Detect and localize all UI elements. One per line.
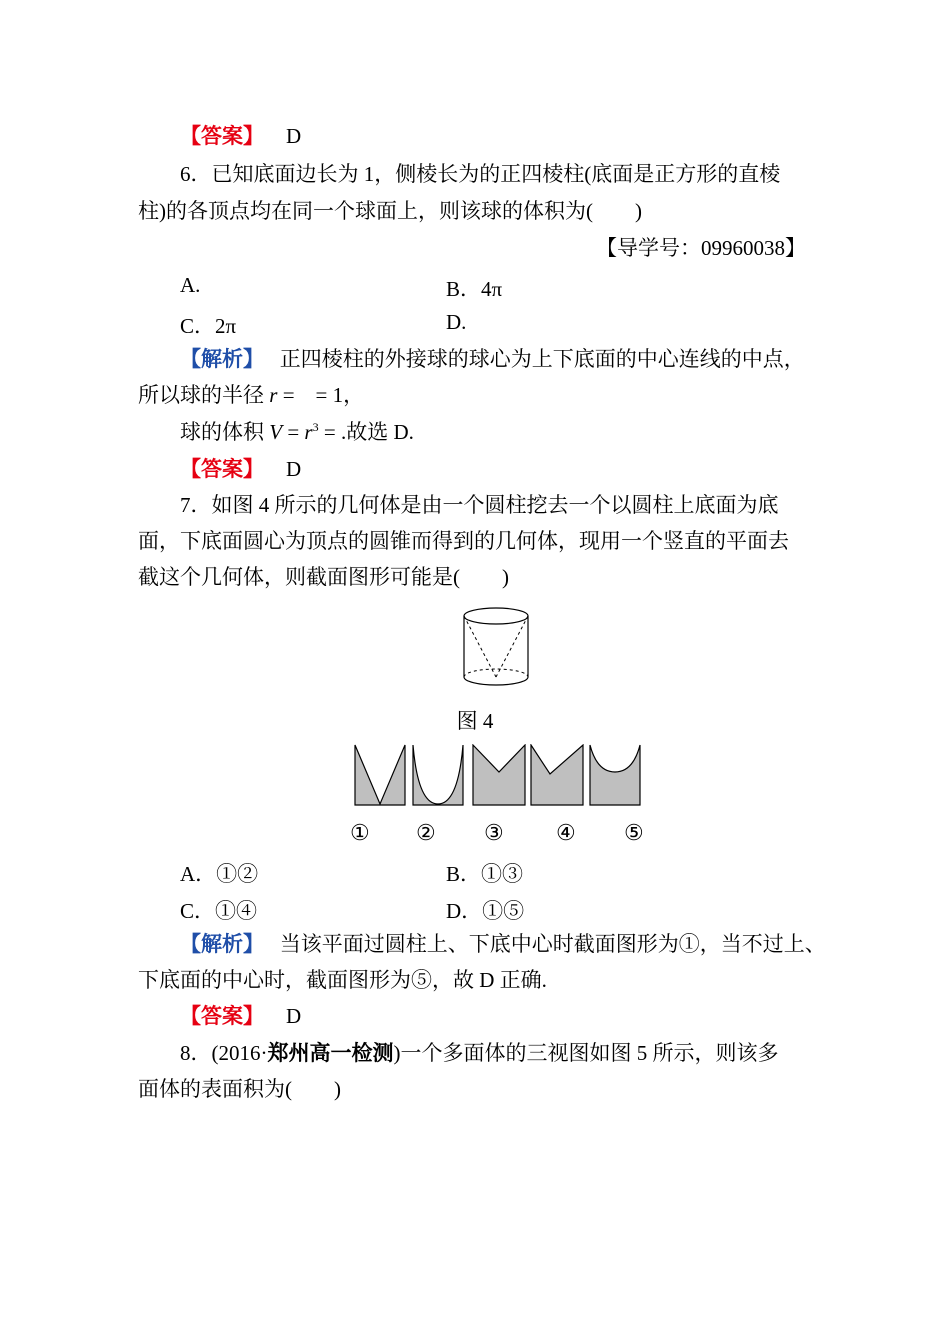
figure-4-caption: 图 4 xyxy=(456,709,494,733)
q7-analysis-line2: 下底面的中心时，截面图形为⑤，故 D 正确. xyxy=(138,968,547,992)
q6-analysis-line1: 【解析】 正四棱柱的外接球的球心为上下底面的中心连线的中点， xyxy=(180,347,805,371)
analysis-label: 【解析】 xyxy=(180,347,264,371)
shape-label-1: ① xyxy=(350,820,370,845)
section-shape-3 xyxy=(472,744,526,806)
answer-value: D xyxy=(286,124,302,148)
section-shape-5 xyxy=(589,744,641,806)
q7-option-b: B．①③ xyxy=(446,862,524,886)
answer-label: 【答案】 xyxy=(180,124,264,148)
q7-stem-line2: 面，下底面圆心为顶点的圆锥而得到的几何体，现用一个竖直的平面去 xyxy=(138,529,789,553)
answer-label: 【答案】 xyxy=(180,1004,264,1028)
analysis-label: 【解析】 xyxy=(180,932,264,956)
answer-value: D xyxy=(286,457,302,481)
shape-label-5: ⑤ xyxy=(624,820,644,845)
q8-stem-line1: 8．(2016·郑州高一检测)一个多面体的三视图如图 5 所示，则该多 xyxy=(180,1041,779,1065)
q6-option-a: A. xyxy=(180,273,201,297)
q6-option-c: C．2π xyxy=(180,314,237,338)
answer-value: D xyxy=(286,1004,302,1028)
q6-analysis-line2: 所以球的半径 r = = 1， xyxy=(138,383,365,407)
q8-stem-line2: 面体的表面积为( ) xyxy=(138,1077,341,1101)
q7-option-d: D．①⑤ xyxy=(446,899,525,923)
section-shape-1 xyxy=(354,744,406,806)
q7-option-c: C．①④ xyxy=(180,899,258,923)
q7-answer-row xyxy=(180,1002,301,1030)
q7-analysis-line1: 【解析】 当该平面过圆柱上、下底中心时截面图形为①，当不过上、 xyxy=(180,932,826,956)
q6-stem-line2: 柱)的各顶点均在同一个球面上，则该球的体积为( ) xyxy=(138,199,642,223)
q6-stem-line1: 6．已知底面边长为 1，侧棱长为的正四棱柱(底面是正方形的直棱 xyxy=(180,162,781,186)
q6-option-d: D. xyxy=(446,310,467,334)
answer-label: 【答案】 xyxy=(180,457,264,481)
q5-answer-row xyxy=(180,122,301,150)
section-shape-2 xyxy=(412,744,464,806)
section-shape-4 xyxy=(530,744,584,806)
shape-label-2: ② xyxy=(416,820,436,845)
q7-stem-line1: 7．如图 4 所示的几何体是由一个圆柱挖去一个以圆柱上底面为底 xyxy=(180,493,779,517)
q7-stem-line3: 截这个几何体，则截面图形可能是( ) xyxy=(138,565,509,589)
shape-label-3: ③ xyxy=(484,820,504,845)
figure-4-cylinder xyxy=(460,602,540,694)
shape-label-4: ④ xyxy=(556,820,576,845)
q7-option-a: A．①② xyxy=(180,862,259,886)
q6-answer-row xyxy=(180,455,301,483)
q6-guide-number: 【导学号：09960038】 xyxy=(596,236,806,260)
q6-option-b: B．4π xyxy=(446,277,503,301)
q6-analysis-line3: 球的体积 $V = r^3$ = .故选 D. xyxy=(180,420,414,444)
